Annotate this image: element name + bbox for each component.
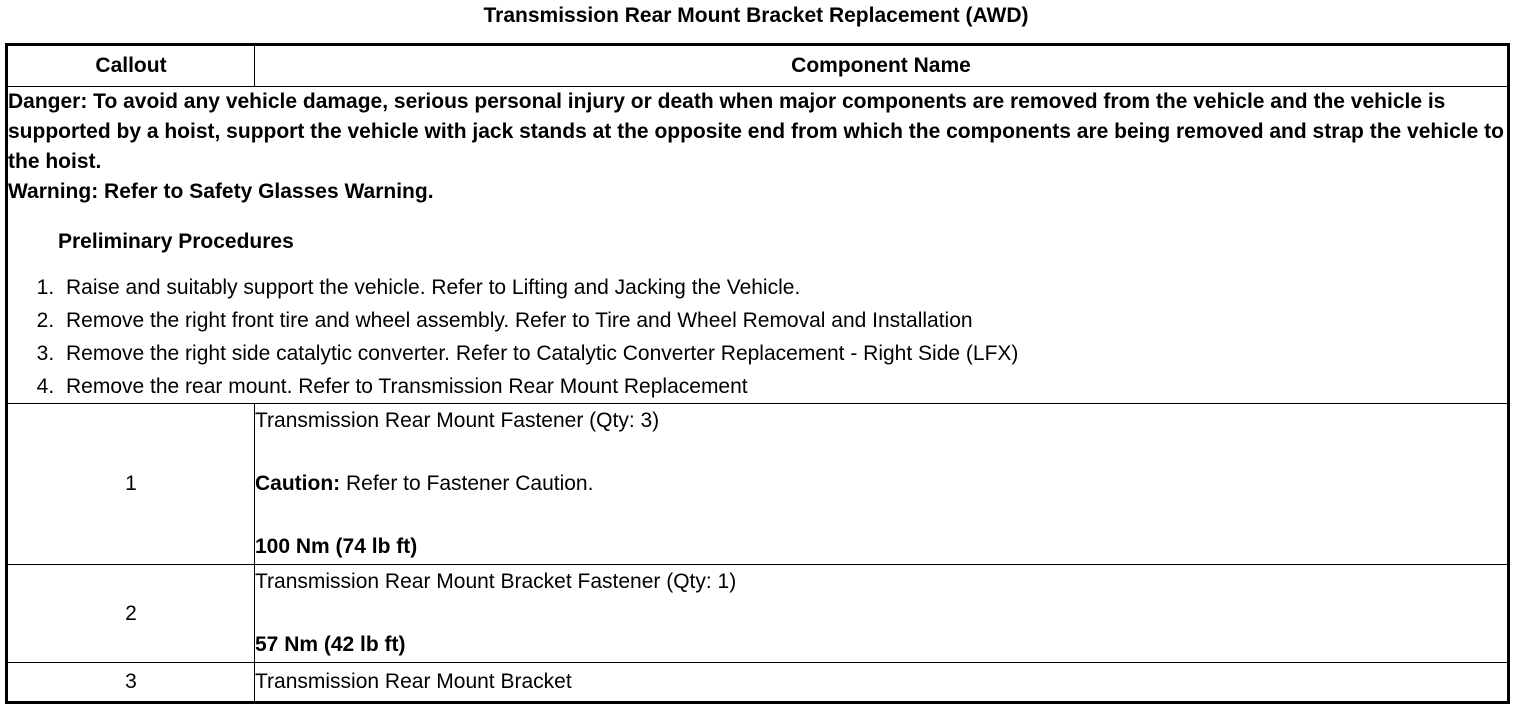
component-name: Transmission Rear Mount Bracket Fastener (Qty: 1) bbox=[255, 570, 737, 593]
caution-text: Refer to Fastener Caution. bbox=[340, 472, 594, 495]
callout-number: 1 bbox=[7, 404, 255, 565]
callout-header: Callout bbox=[7, 45, 255, 87]
preliminary-step: 3. Remove the right side catalytic converter. Refer to Catalytic Converter Replacement - Right Side (LFX) bbox=[60, 337, 1507, 370]
torque-spec: 57 Nm (42 lb ft) bbox=[255, 633, 406, 656]
document-title: Transmission Rear Mount Bracket Replacement (AWD) bbox=[483, 4, 1029, 27]
preliminary-step: 1. Raise and suitably support the vehicle. Refer to Lifting and Jacking the Vehicle. bbox=[60, 271, 1507, 304]
preliminary-step: 4. Remove the rear mount. Refer to Transmission Rear Mount Replacement bbox=[60, 370, 1507, 403]
component-cell bbox=[255, 404, 1509, 565]
component-cell bbox=[255, 663, 1509, 703]
table-row bbox=[7, 404, 1509, 565]
procedure-table bbox=[5, 43, 1510, 704]
component-name: Transmission Rear Mount Bracket bbox=[255, 670, 572, 693]
callout-number: 2 bbox=[7, 565, 255, 663]
notes-row bbox=[7, 87, 1509, 404]
preliminary-step: 2. Remove the right front tire and wheel assembly. Refer to Tire and Wheel Removal and Installation bbox=[60, 304, 1507, 337]
caution-label: Caution: bbox=[255, 472, 341, 495]
warning-note: Warning: Refer to Safety Glasses Warning. bbox=[8, 180, 434, 203]
preliminary-steps-list bbox=[8, 271, 1507, 403]
notes-cell bbox=[7, 87, 1509, 404]
component-name: Transmission Rear Mount Fastener (Qty: 3) bbox=[255, 409, 660, 432]
caution-note bbox=[255, 471, 1507, 497]
danger-note: Danger: To avoid any vehicle damage, serious personal injury or death when major components are removed from the vehicle and the vehicle is supported by a hoist, support the vehicle with jack stands at the opposite end from which the components are being removed and strap the vehicle to the hoist. bbox=[8, 90, 1504, 173]
header-row bbox=[7, 45, 1509, 87]
preliminary-procedures-heading: Preliminary Procedures bbox=[58, 230, 294, 253]
torque-spec: 100 Nm (74 lb ft) bbox=[255, 535, 418, 558]
callout-number: 3 bbox=[7, 663, 255, 703]
component-name-header: Component Name bbox=[255, 45, 1509, 87]
table-row bbox=[7, 663, 1509, 703]
table-row bbox=[7, 565, 1509, 663]
component-cell bbox=[255, 565, 1509, 663]
